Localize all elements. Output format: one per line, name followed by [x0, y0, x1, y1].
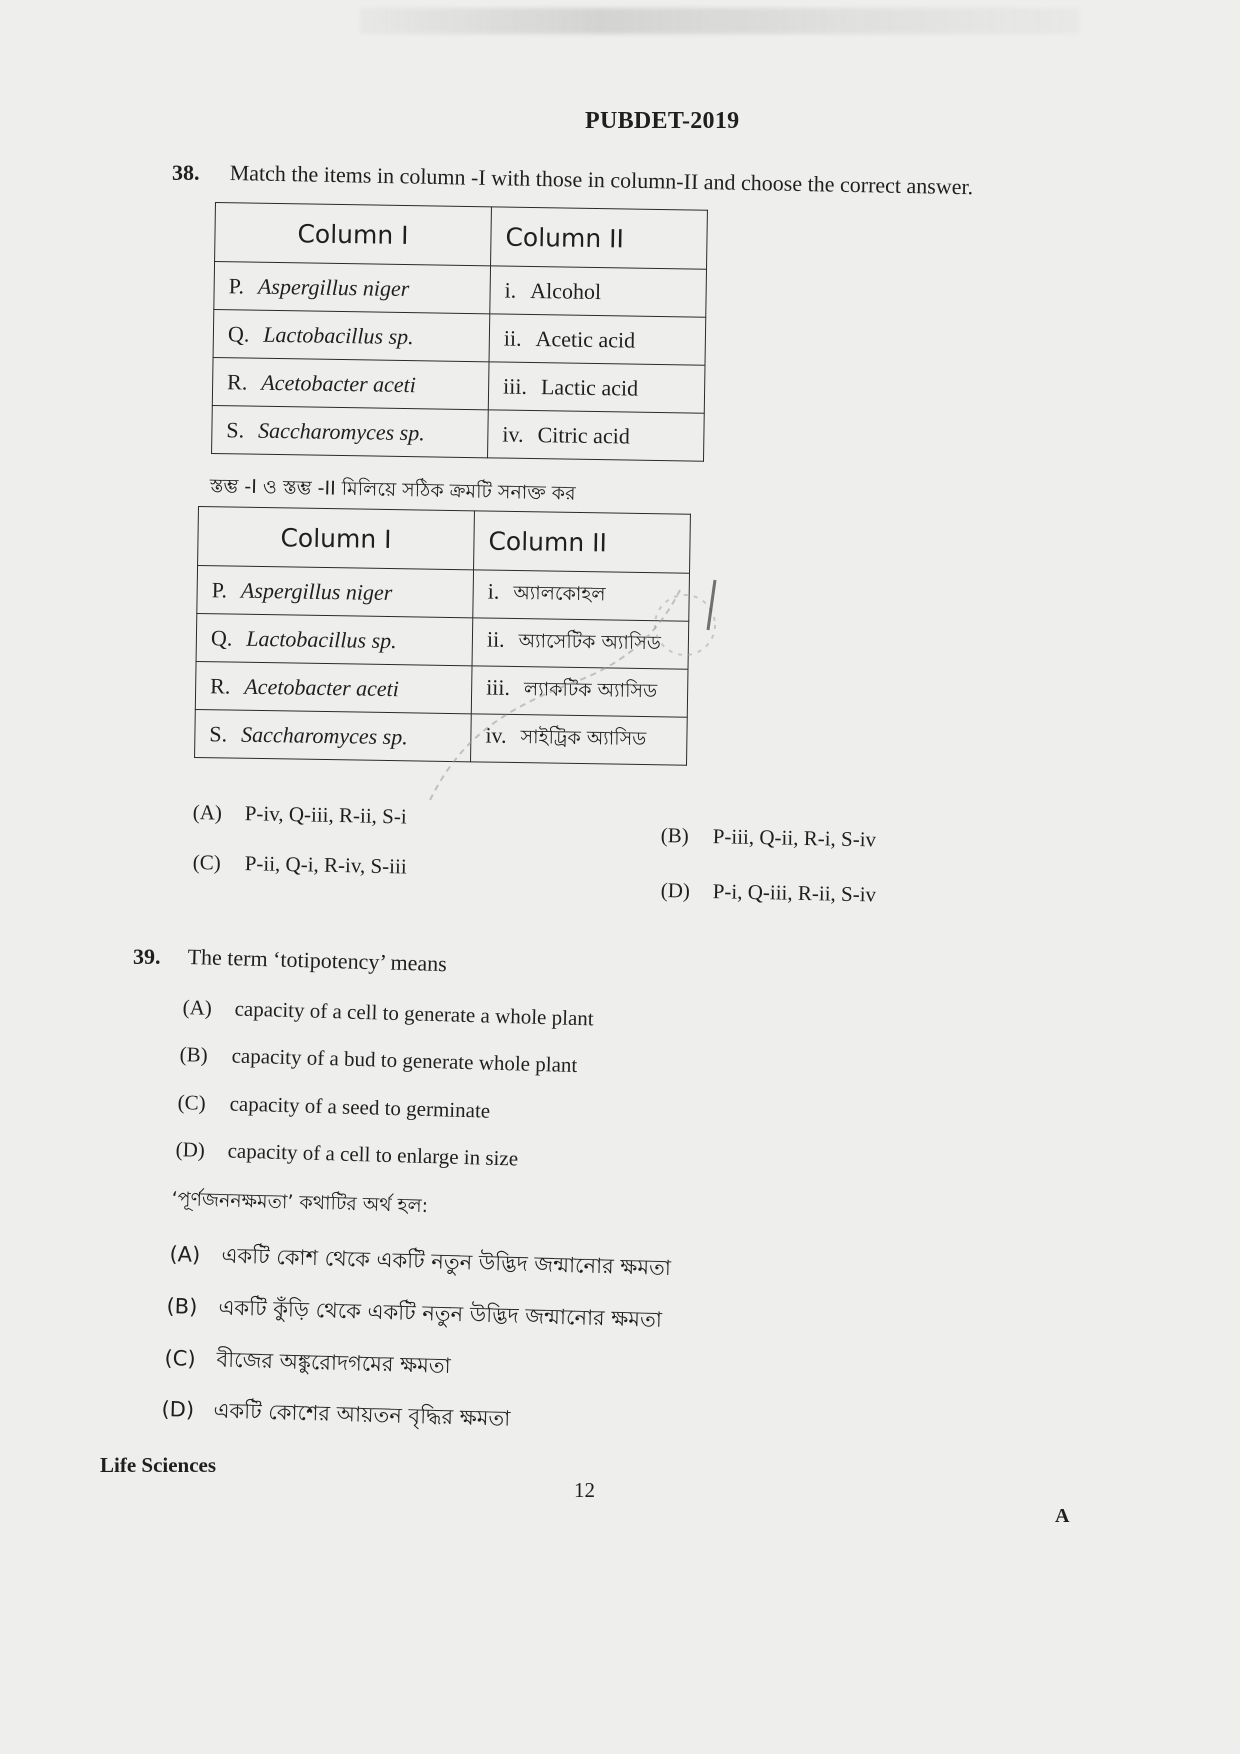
- question-39-text-en: The term ‘totipotency’ means: [187, 944, 448, 977]
- option-label: (B): [179, 1042, 208, 1067]
- question-39-option-d-bn[interactable]: [161, 1393, 511, 1438]
- option-label: (A): [169, 1241, 201, 1267]
- option-label: (C): [164, 1345, 196, 1371]
- question-39-option-b-bn[interactable]: [166, 1290, 662, 1339]
- option-label: (A): [192, 800, 223, 825]
- option-label: (D): [175, 1137, 206, 1162]
- product-name: Citric acid: [537, 421, 631, 449]
- question-38-option-a[interactable]: [192, 800, 406, 829]
- question-39-option-d-en[interactable]: [175, 1137, 518, 1172]
- question-39-option-a-bn[interactable]: [169, 1238, 671, 1287]
- table-row: [197, 566, 690, 622]
- option-text: P-i, Q-iii, R-ii, S-iv: [712, 879, 877, 907]
- column-1-header: Column I: [198, 507, 475, 570]
- organism-name: Saccharomyces sp.: [240, 721, 408, 749]
- option-label: (C): [192, 850, 221, 875]
- organism-name: Saccharomyces sp.: [257, 417, 425, 445]
- product-key: iii.: [502, 373, 528, 399]
- product-name: সাইট্রিক অ্যাসিড: [520, 725, 647, 750]
- product-key: ii.: [503, 325, 522, 351]
- organism-name: Lactobacillus sp.: [263, 321, 414, 349]
- organism-name: Acetobacter aceti: [244, 673, 400, 701]
- product-name: Acetic acid: [535, 325, 636, 353]
- product-key: iv.: [485, 722, 507, 748]
- option-text: P-iv, Q-iii, R-ii, S-i: [244, 801, 407, 829]
- column-2-header: Column II: [491, 207, 708, 269]
- table-row: [213, 309, 706, 365]
- option-label: (A): [182, 995, 213, 1020]
- product-key: iv.: [502, 421, 524, 447]
- product-key: i.: [504, 277, 517, 303]
- option-label: (D): [161, 1396, 195, 1422]
- option-text: একটি কোশের আয়তন বৃদ্ধির ক্ষমতা: [213, 1398, 511, 1431]
- option-label: (D): [660, 878, 691, 903]
- column-2-header: Column II: [474, 511, 691, 573]
- option-text: একটি কোশ থেকে একটি নতুন উদ্ভিদ জন্মানোর ক্ষমতা: [221, 1243, 672, 1280]
- row-key: S.: [226, 416, 245, 442]
- question-38-text-bn: স্তম্ভ -I ও স্তম্ভ -II মিলিয়ে সঠিক ক্রমটি সনাক্ত কর: [209, 474, 576, 505]
- product-name: Lactic acid: [540, 373, 639, 401]
- table-row: [195, 709, 688, 765]
- footer-subject: Life Sciences: [100, 1453, 217, 1477]
- table-row: [214, 262, 707, 318]
- table-row: [195, 661, 688, 717]
- product-name: অ্যাসেটিক অ্যাসিড: [518, 629, 662, 654]
- product-key: ii.: [486, 626, 505, 652]
- table-row: [212, 405, 705, 461]
- option-text: P-iii, Q-ii, R-i, S-iv: [712, 824, 877, 852]
- product-name: অ্যালকোহল: [513, 581, 606, 605]
- table-header-row: [198, 507, 691, 574]
- match-table-english: [211, 202, 708, 462]
- question-39-option-b-en[interactable]: [179, 1042, 577, 1078]
- organism-name: Acetobacter aceti: [261, 369, 417, 397]
- footer-set-code: A: [1055, 1505, 1070, 1527]
- row-key: P.: [228, 272, 245, 298]
- table-row: [196, 613, 689, 669]
- product-name: ল্যাকটিক অ্যাসিড: [523, 677, 658, 702]
- question-38-option-c[interactable]: [192, 850, 406, 879]
- option-text: capacity of a cell to enlarge in size: [227, 1138, 519, 1171]
- match-table-bengali: [194, 506, 691, 766]
- row-key: R.: [209, 672, 231, 699]
- row-key: P.: [211, 576, 228, 602]
- option-text: বীজের অঙ্কুরোদগমের ক্ষমতা: [216, 1347, 451, 1378]
- question-38-text-en: Match the items in column -I with those in column-II and choose the correct answer.: [229, 160, 974, 200]
- organism-name: Aspergillus niger: [240, 577, 393, 605]
- column-1-header: Column I: [215, 203, 492, 266]
- question-39-option-c-bn[interactable]: [164, 1342, 451, 1385]
- table-header-row: [215, 203, 708, 270]
- product-key: i.: [487, 578, 500, 604]
- product-name: Alcohol: [530, 277, 602, 304]
- question-39-text-bn: ‘পূর্ণজননক্ষমতা’ কথাটির অর্থ হল:: [171, 1187, 429, 1218]
- question-38-option-b[interactable]: [660, 823, 876, 853]
- row-key: R.: [226, 368, 248, 395]
- footer-page-number: 12: [574, 1478, 595, 1502]
- option-label: (B): [660, 823, 689, 848]
- table-row: [212, 357, 705, 413]
- option-text: capacity of a cell to generate a whole plant: [234, 996, 594, 1031]
- option-label: (C): [177, 1090, 206, 1115]
- option-label: (B): [166, 1293, 198, 1319]
- organism-name: Aspergillus niger: [257, 273, 410, 301]
- question-38-number: 38.: [172, 160, 200, 185]
- question-39-number: 39.: [133, 944, 161, 969]
- exam-title: PUBDET-2019: [585, 108, 740, 134]
- organism-name: Lactobacillus sp.: [246, 625, 397, 653]
- row-key: Q.: [210, 624, 233, 651]
- option-text: P-ii, Q-i, R-iv, S-iii: [244, 851, 407, 879]
- option-text: capacity of a bud to generate whole plant: [231, 1043, 578, 1078]
- option-text: capacity of a seed to germinate: [229, 1091, 491, 1123]
- question-39-option-c-en[interactable]: [177, 1090, 490, 1124]
- row-key: S.: [209, 720, 228, 746]
- question-39-option-a-en[interactable]: [182, 995, 594, 1031]
- row-key: Q.: [227, 320, 250, 347]
- scan-artifact: [360, 8, 1080, 34]
- option-text: একটি কুঁড়ি থেকে একটি নতুন উদ্ভিদ জন্মানোর ক্ষমতা: [218, 1295, 663, 1332]
- product-key: iii.: [486, 674, 511, 700]
- question-38-option-d[interactable]: [660, 878, 876, 908]
